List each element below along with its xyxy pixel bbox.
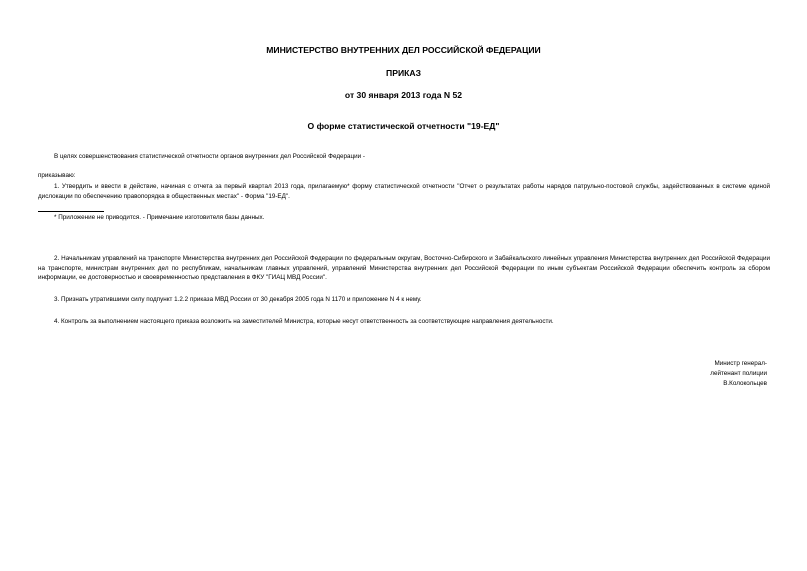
preamble: В целях совершенствования статистической отчетности органов внутренних дел Российской Федерации - — [54, 153, 365, 160]
ministry-title: МИНИСТЕРСТВО ВНУТРЕННИХ ДЕЛ РОССИЙСКОЙ ФЕДЕРАЦИИ — [266, 45, 541, 55]
item-4: 4. Контроль за выполнением настоящего приказа возложить на заместителей Министра, которые несут ответственность за соответствующие направления деятельности. — [54, 318, 554, 325]
signature-position-line1: Министр генерал- — [714, 360, 767, 367]
footnote: * Приложение не приводится. - Примечание изготовителя базы данных. — [54, 214, 265, 221]
signature-name: В.Колокольцев — [723, 380, 767, 387]
signature-position-line2: лейтенант полиции — [710, 370, 767, 377]
item-1: 1. Утвердить и ввести в действие, начиная с отчета за первый квартал 2013 года, прилагаемую* форму статистической отчетности "Отчет о результатах работы нарядов патрульно-постовой службы, задействованных в системе единой дислокации по обеспечению правопорядка в общественных местах" - Форма "19-ЕД". — [38, 183, 770, 200]
item-2: 2. Начальникам управлений на транспорте Министерства внутренних дел Российской Федерации по федеральным округам, Восточно-Сибирского и Забайкальского линейных управления Министерства внутренних дел Российской Федерации на транспорте, министрам внутренних дел по республикам, начальникам главных управлений, управлений Министерства внутренних дел Российской Федерации по иным субъектам Российской Федерации обеспечить контроль за сбором информации, ее достоверностью и своевременностью представления в ФКУ "ГИАЦ МВД России". — [38, 255, 770, 282]
item-3: 3. Признать утратившими силу подпункт 1.2.2 приказа МВД России от 30 декабря 2005 года N 1170 и приложение N 4 к нему. — [54, 296, 422, 303]
document-subject: О форме статистической отчетности "19-ЕД" — [307, 121, 500, 131]
footnote-divider — [38, 211, 104, 212]
order-word: приказываю: — [38, 172, 76, 179]
document-date-number: от 30 января 2013 года N 52 — [344, 90, 463, 100]
signature-block — [710, 359, 767, 389]
document-type: ПРИКАЗ — [386, 68, 421, 78]
